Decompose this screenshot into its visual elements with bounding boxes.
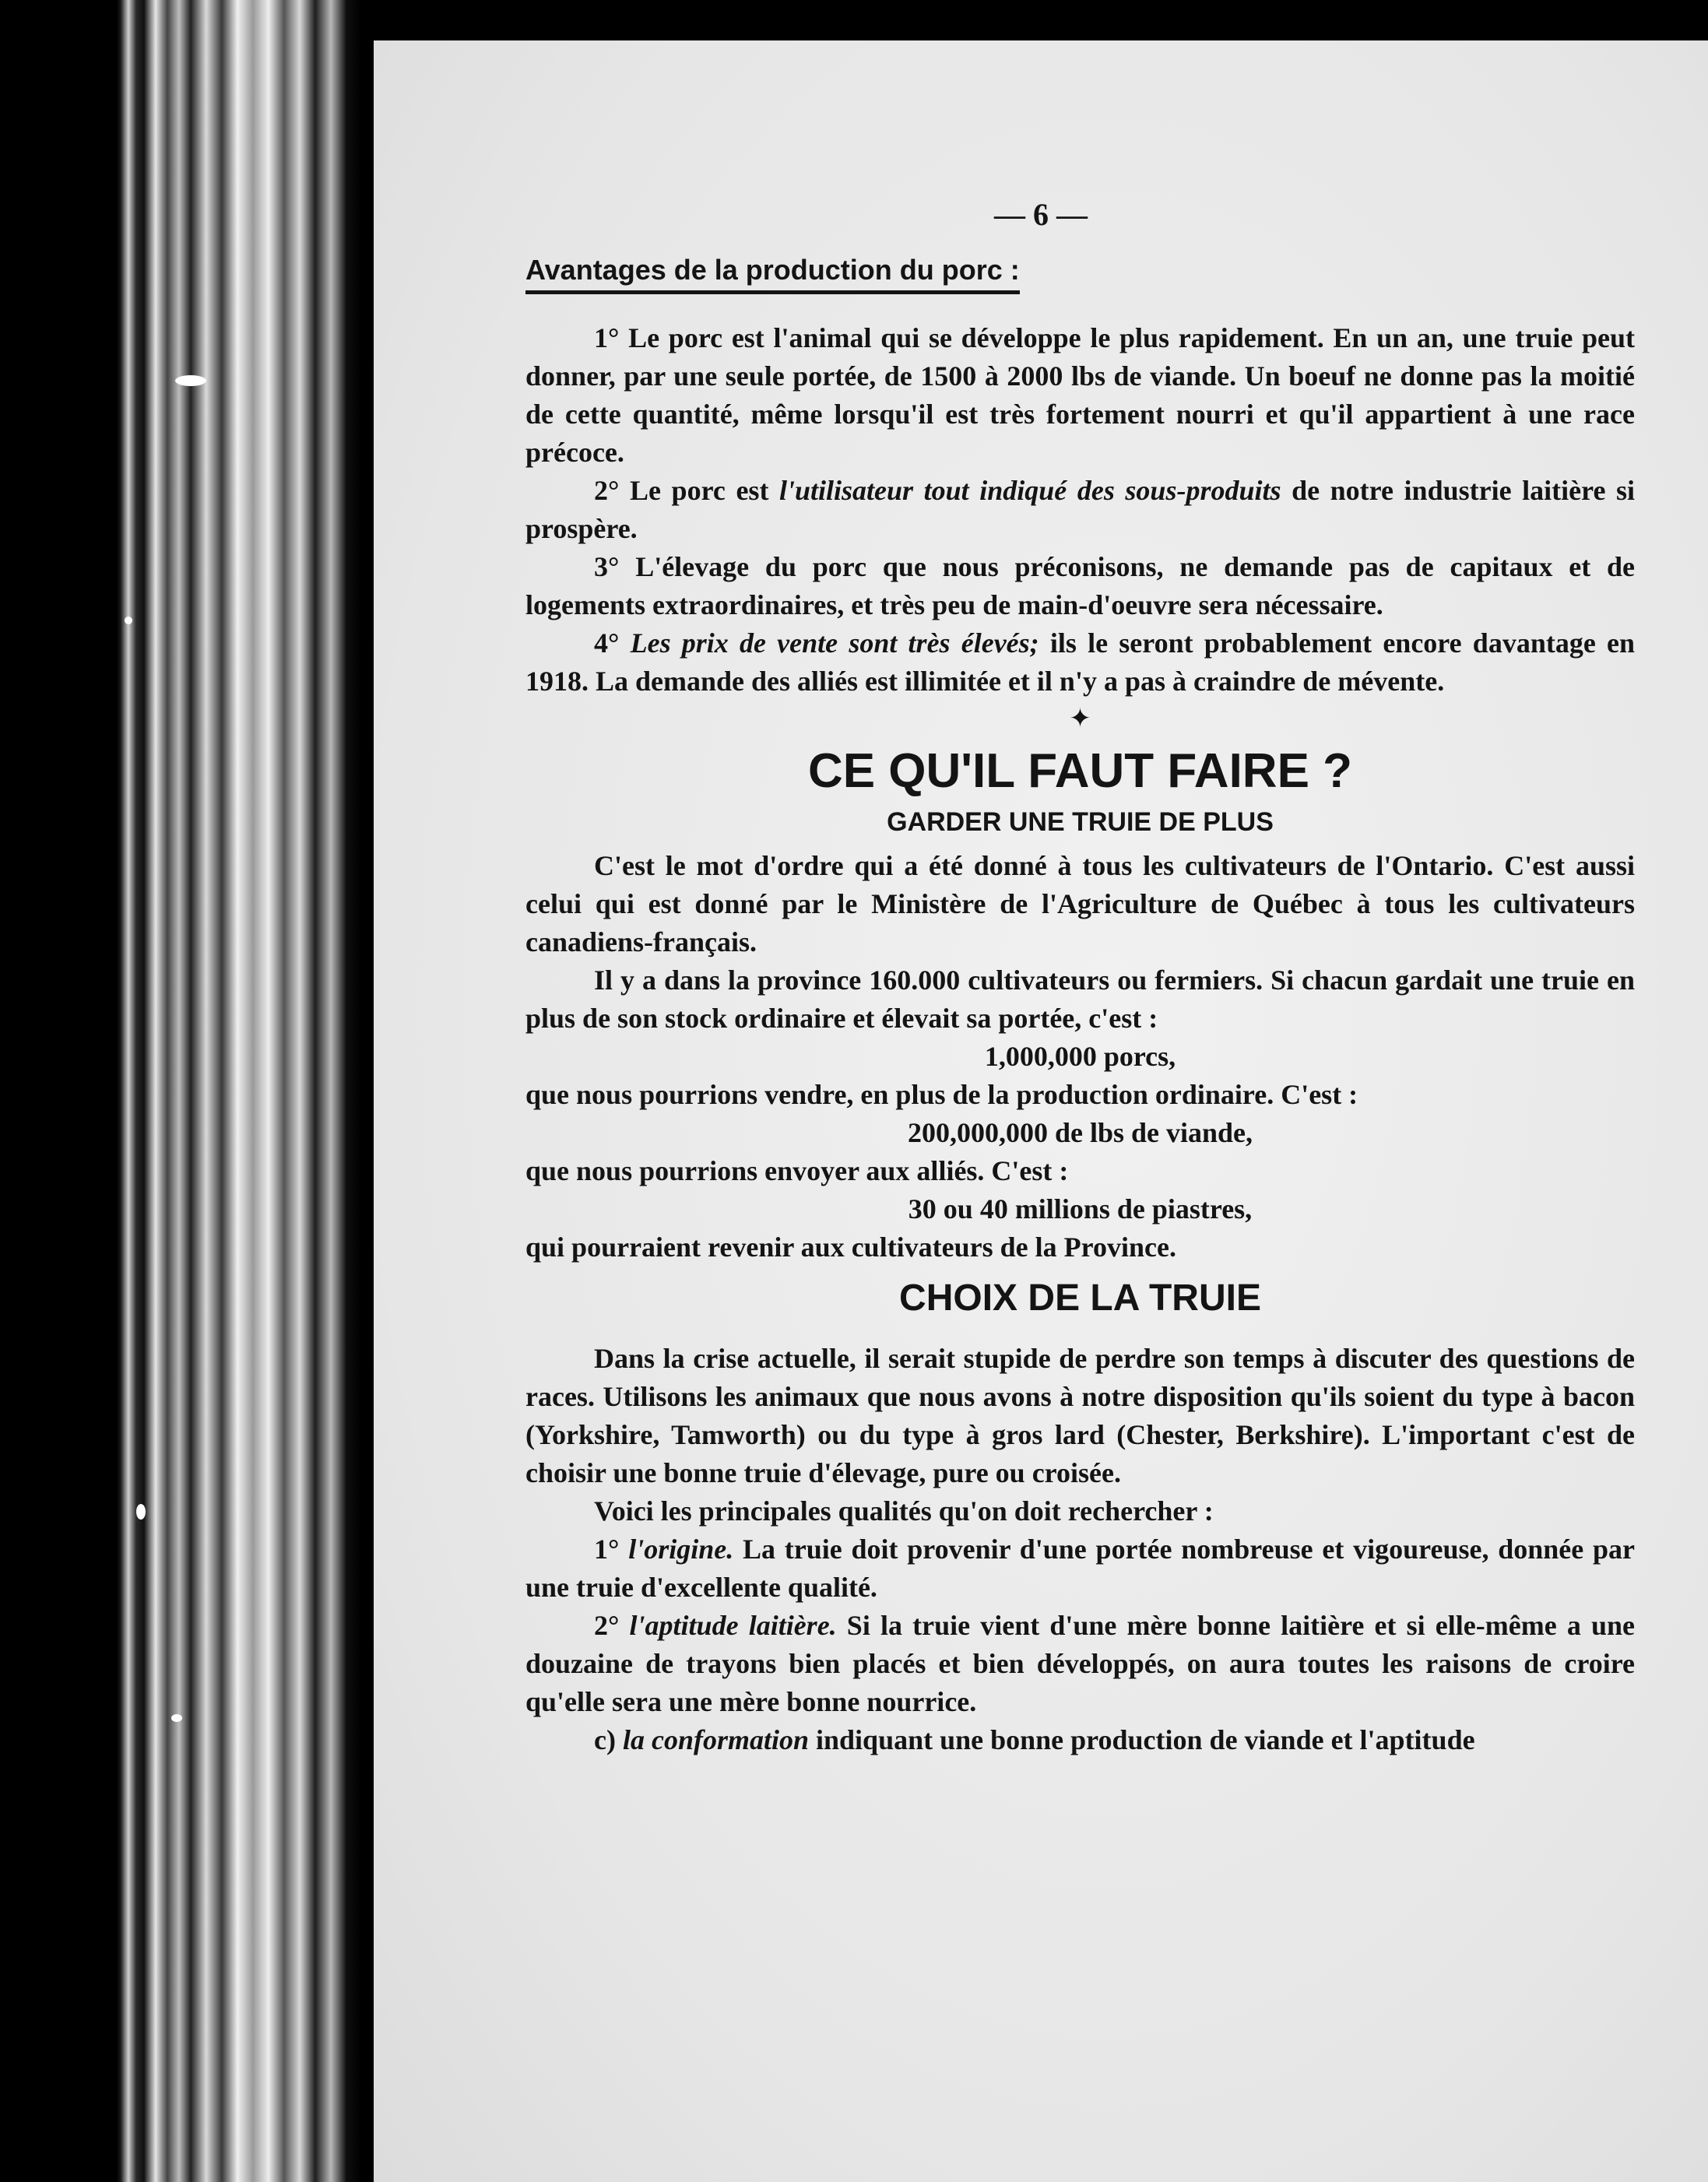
advantage-number: 3° [594, 551, 620, 582]
main-title: CE QU'IL FAUT FAIRE ? [807, 744, 1353, 798]
quality-2 [525, 1607, 1635, 1721]
section-heading: Avantages de la production du porc : [525, 251, 1020, 294]
page-content [525, 251, 1635, 1759]
quality-text: La truie doit provenir d'une portée nombreuse et vigoureuse, donnée par une truie d'excellente qualité. [525, 1534, 1636, 1603]
page-number: — 6 — [994, 197, 1088, 232]
quality-number: 2° [594, 1610, 620, 1641]
advantage-text: ils le seront probablement encore davantage en 1918. La demande des alliés est illimitée et il n'y a pas à craindre de mévente. [525, 627, 1636, 697]
film-speck [125, 617, 132, 624]
advantage-number: 1° [594, 322, 620, 353]
subtitle: GARDER UNE TRUIE DE PLUS [887, 807, 1274, 837]
film-speck [171, 1714, 182, 1722]
quality-text: Si la truie vient d'une mère bonne laitière et si elle-même a une douzaine de trayons bien placés et bien développés, on aura toutes les raisons de croire qu'elle sera une mère bonne nourrice. [525, 1610, 1635, 1717]
film-speck [136, 1504, 146, 1520]
advantage-text: de notre industrie laitière si prospère. [525, 475, 1636, 544]
advantage-1 [525, 319, 1635, 472]
paragraph-line: que nous pourrions vendre, en plus de la production ordinaire. C'est : [525, 1079, 1358, 1110]
quality-3 [525, 1721, 1635, 1759]
centered-figure: 1,000,000 porcs, [984, 1041, 1176, 1072]
paragraph-line: qui pourraient revenir aux cultivateurs de la Province. [525, 1232, 1176, 1263]
section-title: CHOIX DE LA TRUIE [899, 1277, 1261, 1319]
advantage-3 [525, 548, 1635, 624]
film-speck [175, 375, 206, 386]
microfilm-frame [0, 0, 374, 2182]
quality-name: l'origine. [628, 1534, 734, 1565]
advantage-4 [525, 624, 1635, 701]
document-page [374, 40, 1708, 2182]
centered-figure: 200,000,000 de lbs de viande, [907, 1117, 1253, 1148]
advantage-emphasis: Les prix de vente sont très élevés; [630, 627, 1039, 659]
paragraph: Dans la crise actuelle, il serait stupide de perdre son temps à discuter des questions de races. Utilisons les animaux que nous avons à notre disposition qu'ils soient du type à bacon (Yorkshire, Tamworth) ou du type à gros lard (Chester, Berkshire). L'important c'est de choisir une bonne truie d'élevage, pure ou croisée. [525, 1343, 1635, 1488]
paragraph: Il y a dans la province 160.000 cultivateurs ou fermiers. Si chacun gardait une truie en plus de son stock ordinaire et élevait sa portée, c'est : [525, 965, 1635, 1034]
advantage-emphasis: l'utilisateur tout indiqué des sous-produits [779, 475, 1281, 506]
paragraph: C'est le mot d'ordre qui a été donné à tous les cultivateurs de l'Ontario. C'est aussi celui qui est donné par le Ministère de l'Agriculture de Québec à tous les cultivateurs canadiens-français. [525, 850, 1635, 957]
quality-number: 1° [594, 1534, 620, 1565]
paragraph: Voici les principales qualités qu'on doit rechercher : [594, 1495, 1214, 1527]
advantage-2 [525, 472, 1635, 548]
advantage-text: L'élevage du porc que nous préconisons, ne demande pas de capitaux et de logements extraordinaires, et très peu de main-d'oeuvre sera nécessaire. [525, 551, 1635, 620]
advantage-number: 4° [594, 627, 620, 659]
quality-name: l'aptitude laitière. [629, 1610, 837, 1641]
paragraph-line: que nous pourrions envoyer aux alliés. C'est : [525, 1155, 1069, 1186]
advantage-text: Le porc est [629, 475, 780, 506]
quality-name: la conformation [622, 1724, 809, 1755]
centered-figure: 30 ou 40 millions de piastres, [908, 1193, 1253, 1225]
quality-text: indiquant une bonne production de viande et l'aptitude [809, 1724, 1475, 1755]
quality-number: c) [594, 1724, 616, 1755]
advantage-text: Le porc est l'animal qui se développe le plus rapidement. En un an, une truie peut donner, par une seule portée, de 1500 à 2000 lbs de viande. Un boeuf ne donne pas la moitié de cette quantité, même lorsqu'il est très fortement nourri et qu'il appartient à une race précoce. [525, 322, 1635, 468]
quality-1 [525, 1530, 1635, 1607]
advantage-number: 2° [594, 475, 620, 506]
ornament-icon: ✦ [1069, 704, 1091, 733]
